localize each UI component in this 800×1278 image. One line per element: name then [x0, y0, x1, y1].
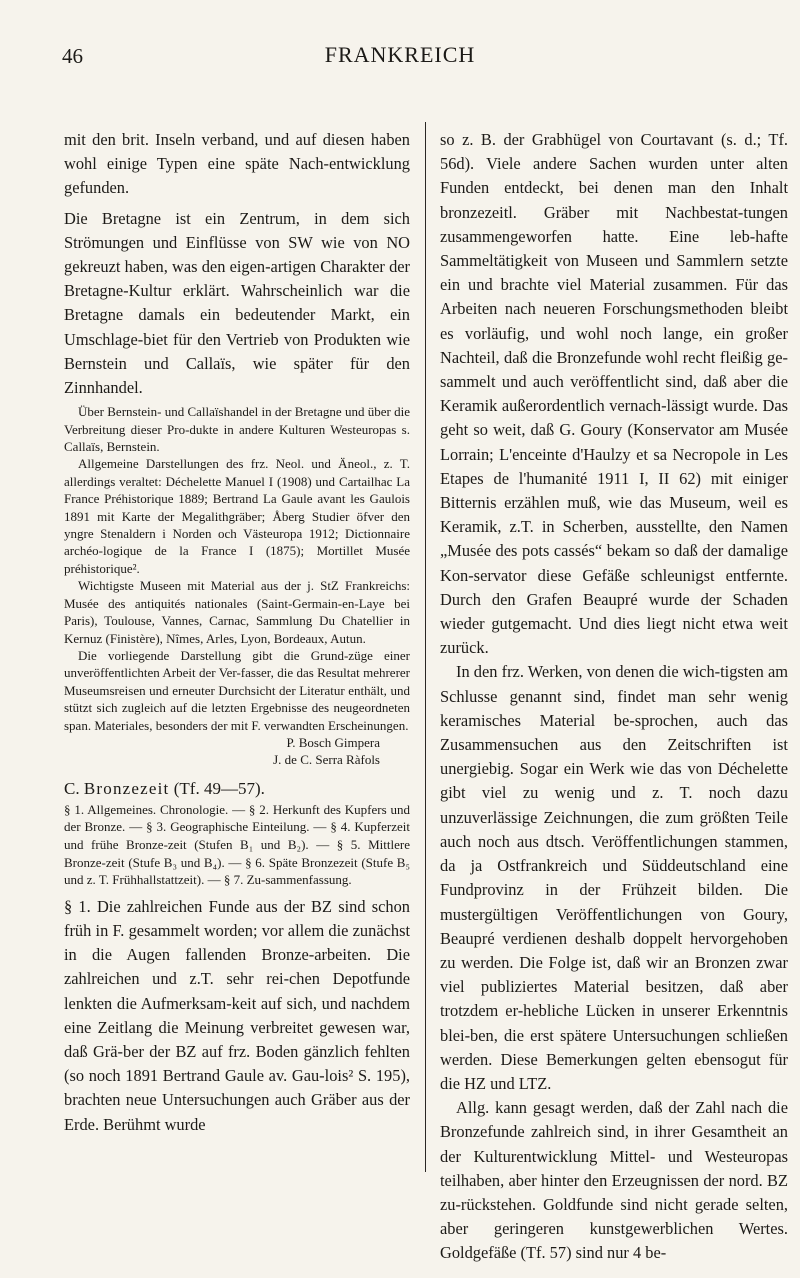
column-divider: [425, 122, 426, 1172]
section-contents: § 1. Allgemeines. Chronologie. — § 2. Herkunft des Kupfers und der Bronze. — § 3. Geographische Einteilung. — § 4. Kupferzeit und frühe Bronze-zeit (Stufen B₁ und B₂). — § 5. Mittlere Bronze-zeit (Stufe B₃ und B₄). — § 6. Späte Bronzezeit (Stufe B₅ und z. T. Frühhallstattzeit). — § 7. Zu-sammenfassung.: [64, 801, 410, 888]
section-heading: [64, 777, 410, 801]
left-column: [64, 128, 410, 1137]
bibliography-note: Wichtigste Museen mit Material aus der j. StZ Frankreichs: Musée des antiquités nationales (Saint-Germain-en-Laye bei Paris), Toulouse, Vannes, Carnac, Sammlung Du Chatellier in Kernuz (Finistère), Nîmes, Arles, Lyon, Bordeaux, Autun.: [64, 578, 410, 646]
bibliography-note: Die vorliegende Darstellung gibt die Grund-züge einer unveröffentlichten Arbeit der Ver-fasser, die das Resultat mehrerer Museumsreisen und erneuter Durchsicht der Literatur enthält, und stützt sich zugleich auf die letzten Ergebnisse des neugeordneten span. Materiales, besonders der mit F. verwandten Erscheinungen.: [64, 647, 410, 733]
running-title: FRANKREICH: [324, 42, 476, 67]
bibliography-note: Allgemeine Darstellungen des frz. Neol. und Äneol., z. T. allerdings veraltet: Déchelette Manuel I (1908) und Cartailhac La France Préhistorique 1889; Bertrand La Gaule avant les Gaulois 1891 mit Karte der Megalithgräber; Åberg Studier öfver den yngre Stenaldern i Norden och Västeuropa 1912; Dictionnaire archéo-logique de la France I (1875); Mortillet Musée préhistorique².: [64, 456, 410, 576]
section-plate-ref: (Tf. 49—57).: [173, 778, 265, 798]
author-signature: J. de C. Serra Ràfols: [273, 752, 380, 768]
section-title: Bronzezeit: [83, 778, 170, 798]
paragraph: § 1. Die zahlreichen Funde aus der BZ sind schon früh in F. gesammelt worden; vor allem die zunächst in die Augen fallenden Bronze-arbeiten. Die zahlreichen und z.T. sehr rei-chen Depotfunde lenkten die Aufmerksam-keit auf sich, und nachdem eine Zeitlang die Meinung verbreitet gewesen war, daß Grä-ber der BZ auf frz. Boden gänzlich fehlten (so noch 1891 Bertrand Gaule av. Gau-lois² S. 195), brachten neue Untersuchungen auch Gräber aus der Erde. Berühmt wurde: [64, 896, 410, 1134]
section-label: C.: [64, 778, 80, 798]
paragraph: so z. B. der Grabhügel von Courtavant (s. d.; Tf. 56d). Viele andere Sachen wurden unter alten Funden entdeckt, bei denen man den Inhalt bronzezeitl. Gräber mit Nachbestat-tungen zusammengeworfen hatte. Eine leb-hafte Sammeltätigkeit von Museen und Sammlern setzte ein und brachte viel Material zusammen. Für das Arbeiten nach neueren Forschungsmethoden bleibt es vorläufig, und wohl noch lange, ein großer Nachteil, daß die Bronzefunde wohl recht fleißig ge-sammelt und auch veröffentlicht sind, daß aber die Keramik außerordentlich vernach-lässigt wurde. Das geht so weit, daß G. Goury (Konservator am Musée Lorrain; L'enceinte d'Haulzy et sa Necropole in Les Etapes de l'humanité 1911 I, II 62) mit einiger Bitternis erzählen muß, wie das Museum, weil es Keramik, z.T. in Scherben, ausstellte, den Namen „Musée des pots cassés“ bekam so daß der damalige Kon-servator diese Gefäße schleunigst entfernte. Durch den Grafen Beaupré wurde der Schaden wieder gutgemacht. Und dies liegt nicht etwa weit zurück.: [440, 130, 788, 658]
paragraph: In den frz. Werken, von denen die wich-tigsten am Schlusse genannt sind, findet man sehr wenig keramisches Material be-sprochen, auch das Zusammensuchen aus den Zeitschriften ist unergiebig. Sogar ein Werk wie das von Déchelette gibt viel zu wenig und z. T. noch dazu unzuverlässige Zeichnungen, die zum größten Teile auch noch aus dtsch. Veröffentlichungen stammen, da ja Ostfrankreich und Süddeutschland eine Fundprovinz in der Frühzeit bilden. Die mustergültigen Veröffentlichungen von Goury, Beaupré verdienen deshalb doppelt hervorgehoben zu werden. Die Folge ist, daß wir an Bronzen zwar viel publiziertes Material besitzen, daß aber trotzdem er-hebliche Lücken in unserer Erkenntnis blei-ben, die erst spätere Untersuchungen schließen werden. Diese Bemerkungen gelten ebensogut für die HZ und LTZ.: [440, 662, 788, 1093]
bibliography-note: Über Bernstein- und Callaïshandel in der Bretagne und über die Verbreitung dieser Pro-dukte in andere Kulturen Westeuropas s. Callaïs, Bernstein.: [64, 404, 410, 455]
author-signature: P. Bosch Gimpera: [286, 734, 380, 750]
paragraph: Allg. kann gesagt werden, daß der Zahl nach die Bronzefunde zahlreich sind, in ihrer Gesamtheit an der Kulturentwicklung Mittel- und Westeuropas teilhaben, aber hinter den Erzeugnissen der nord. BZ zu-rückstehen. Goldfunde sind nicht gerade selten, aber geringeren kunstgewerblichen Wertes. Goldgefäße (Tf. 57) sind nur 4 be-: [440, 1098, 788, 1263]
page-number: 46: [62, 44, 83, 68]
paragraph: Die Bretagne ist ein Zentrum, in dem sich Strömungen und Einflüsse von SW wie von NO gekreuzt haben, was den eigen-artigen Charakter der Bretagne-Kultur erklärt. Wahrscheinlich war die Bretagne damals ein bedeutender Markt, ein Umschlage-biet für den Vertrieb von Produkten wie Bernstein und Callaïs, wie später für den Zinnhandel.: [64, 208, 410, 398]
paragraph: mit den brit. Inseln verband, und auf diesen haben wohl einige Typen eine späte Nach-entwicklung gefunden.: [64, 130, 410, 198]
right-column: [440, 128, 788, 1266]
